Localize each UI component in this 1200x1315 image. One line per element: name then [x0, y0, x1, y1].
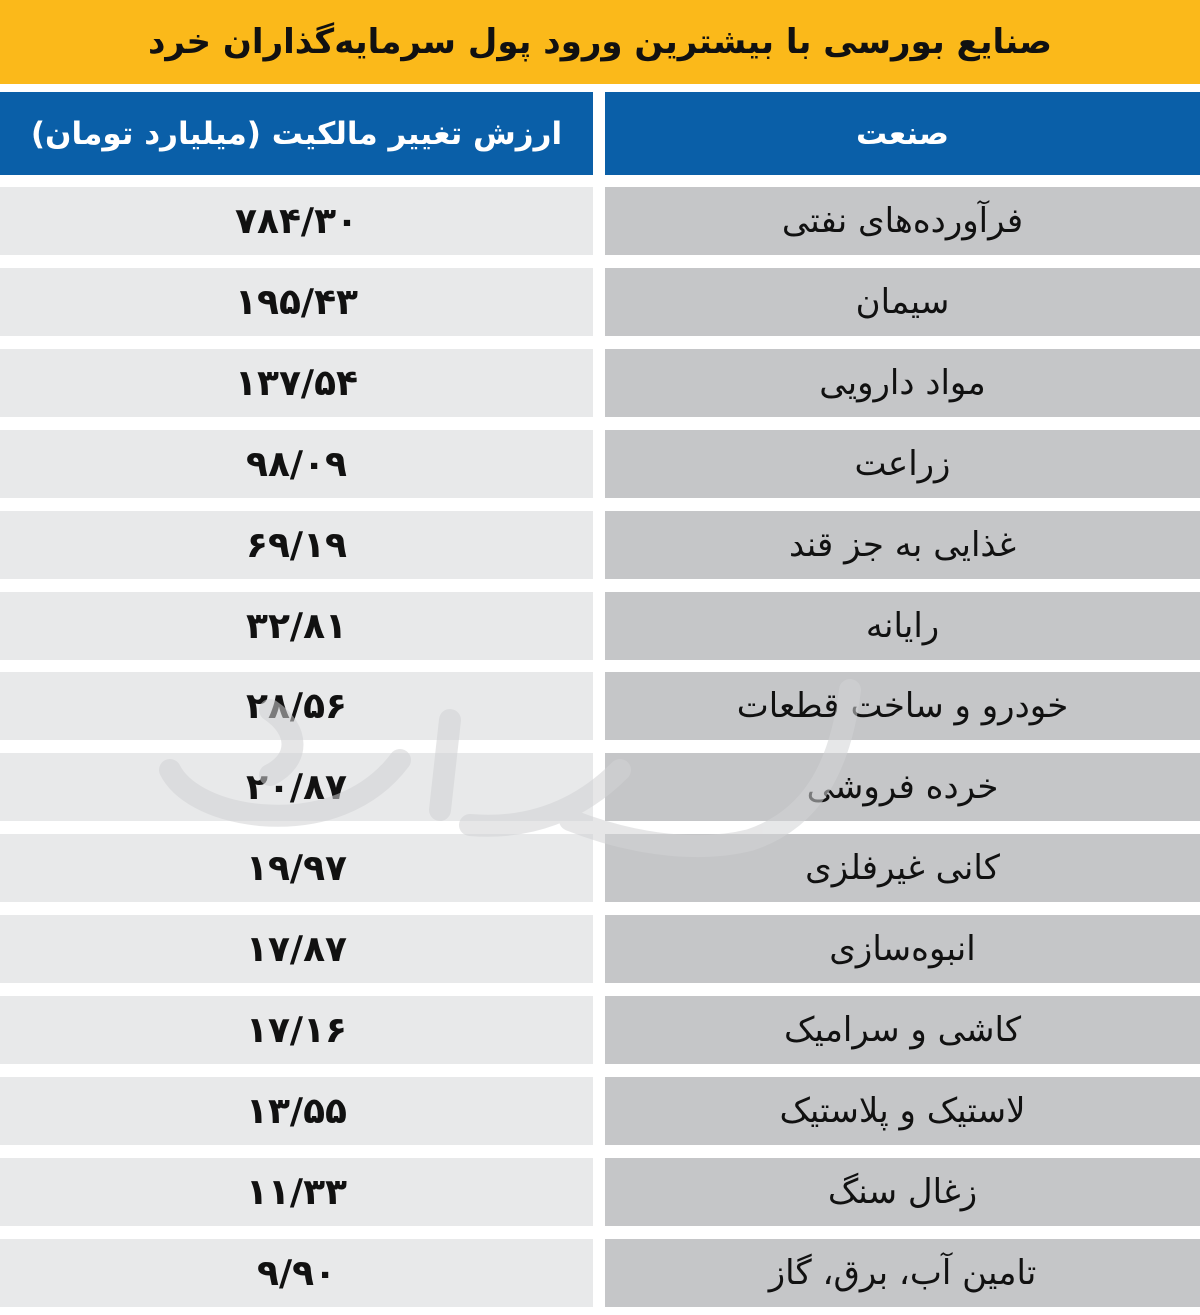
industry-cell: مواد دارویی: [605, 349, 1200, 417]
industry-cell: رایانه: [605, 592, 1200, 660]
value-cell: ۶۹/۱۹: [0, 511, 593, 579]
table-title: صنایع بورسی با بیشترین ورود پول سرمایه‌گذاران خرد: [147, 22, 1053, 62]
value-cell: ۱۷/۱۶: [0, 996, 593, 1064]
value-cell: ۱۳/۵۵: [0, 1077, 593, 1145]
value-cell: ۲۰/۸۷: [0, 753, 593, 821]
industry-cell: تامین آب، برق، گاز: [605, 1239, 1200, 1307]
value-cell: ۱۱/۳۳: [0, 1158, 593, 1226]
value-cell: ۳۲/۸۱: [0, 592, 593, 660]
value-cell: ۲۸/۵۶: [0, 672, 593, 740]
value-cell: ۹/۹۰: [0, 1239, 593, 1307]
industry-cell: زراعت: [605, 430, 1200, 498]
industry-cell: سیمان: [605, 268, 1200, 336]
value-cell: ۷۸۴/۳۰: [0, 187, 593, 255]
value-cell: ۹۸/۰۹: [0, 430, 593, 498]
industry-cell: خودرو و ساخت قطعات: [605, 672, 1200, 740]
header-value-column: ارزش تغییر مالکیت (میلیارد تومان): [0, 92, 593, 175]
industry-cell: لاستیک و پلاستیک: [605, 1077, 1200, 1145]
value-cell: ۱۹/۹۷: [0, 834, 593, 902]
industry-cell: زغال سنگ: [605, 1158, 1200, 1226]
title-bar: [0, 0, 1200, 84]
industry-cell: غذایی به جز قند: [605, 511, 1200, 579]
industry-cell: کاشی و سرامیک: [605, 996, 1200, 1064]
value-cell: ۱۷/۸۷: [0, 915, 593, 983]
value-cell: ۱۹۵/۴۳: [0, 268, 593, 336]
industry-cell: خرده فروشی: [605, 753, 1200, 821]
industry-cell: کانی غیرفلزی: [605, 834, 1200, 902]
industry-cell: انبوه‌سازی: [605, 915, 1200, 983]
value-cell: ۱۳۷/۵۴: [0, 349, 593, 417]
industry-cell: فرآورده‌های نفتی: [605, 187, 1200, 255]
header-industry-column: صنعت: [605, 92, 1200, 175]
